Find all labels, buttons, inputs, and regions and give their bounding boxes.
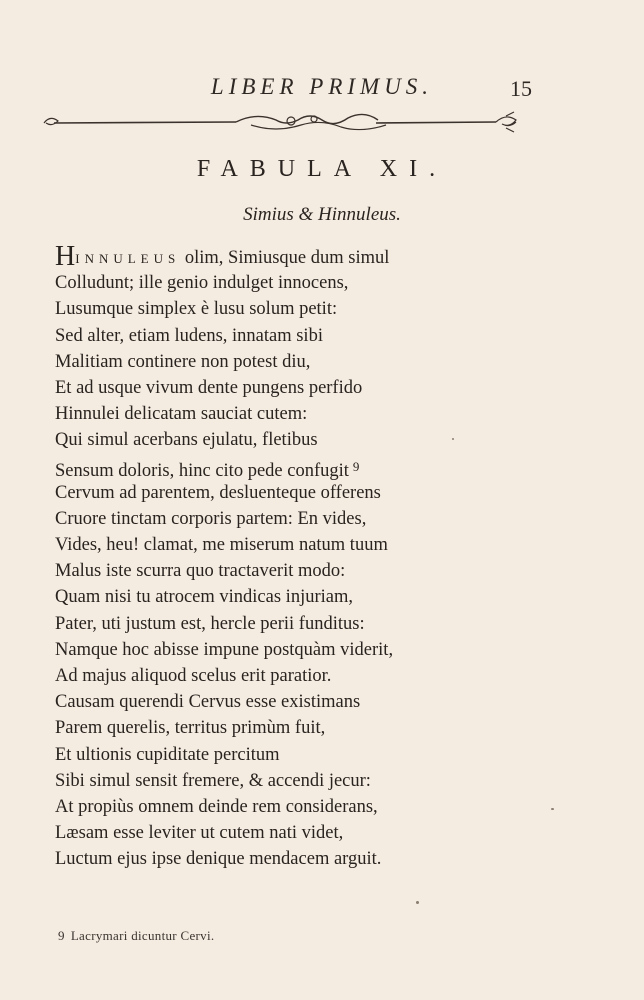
poem-line <box>55 558 495 584</box>
poem-line <box>55 454 495 480</box>
poem-line <box>55 584 495 610</box>
poem-line <box>55 846 495 872</box>
footnote-number: 9 <box>58 928 65 943</box>
poem-line-text: Cervum ad parentem, desluenteque offerens <box>55 482 381 503</box>
poem-line-text: Ad majus aliquod scelus erit paratior. <box>55 666 332 686</box>
poem-line <box>55 506 495 532</box>
poem-line-text: Lusumque simplex è lusu solum petit: <box>55 299 338 320</box>
poem-line-text: Cruore tinctam corporis partem: En vides, <box>55 508 367 529</box>
page-number: 15 <box>510 76 532 101</box>
poem-line-text: Malus iste scurra quo tractaverit modo: <box>55 561 346 582</box>
poem-line-text: Parem querelis, territus primùm fuit, <box>55 718 326 739</box>
poem-line-text: Vides, heu! clamat, me miserum natum tuum <box>55 535 388 556</box>
poem-line-text: Sensum doloris, hinc cito pede confugit <box>55 460 349 481</box>
poem-line <box>55 375 495 401</box>
poem-line-text: Hinnulei delicatam sauciat cutem: <box>55 404 308 425</box>
decorative-rule-ornament <box>36 110 536 136</box>
poem-line <box>55 270 495 296</box>
poem-line <box>55 532 495 558</box>
poem-line <box>55 296 495 322</box>
poem-text <box>55 241 495 873</box>
footnote <box>58 928 214 944</box>
poem-line <box>55 768 495 794</box>
poem-line-text: Sibi simul sensit fremere, & accendi jecur: <box>55 770 371 791</box>
running-head <box>0 68 644 108</box>
fable-title: FABULA XI. <box>196 156 448 182</box>
poem-line-text: Et ad usque vivum dente pungens perfido <box>55 377 363 398</box>
footnote-reference: 9 <box>352 458 360 474</box>
poem-line <box>55 480 495 506</box>
poem-line <box>55 715 495 741</box>
running-title: LIBER PRIMUS. <box>210 74 434 99</box>
poem-line-text: Colludunt; ille genio indulget innocens, <box>55 273 349 294</box>
poem-line <box>55 427 495 453</box>
poem-line <box>55 323 495 349</box>
poem-line <box>55 611 495 637</box>
poem-line-text: Sed alter, etiam ludens, innatam sibi <box>55 325 323 346</box>
first-line-rest: olim, Simiusque dum simul <box>184 248 390 268</box>
poem-line-text: Et ultionis cupiditate percitum <box>55 744 280 765</box>
poem-line-text: Pater, uti justum est, hercle perii funditus: <box>55 613 365 634</box>
poem-line-text: Malitiam continere non potest diu, <box>55 351 311 372</box>
poem-line-text: Quam nisi tu atrocem vindicas injuriam, <box>55 587 353 608</box>
small-caps-word: INNULEUS <box>75 251 181 266</box>
poem-line-text: Qui simul acerbans ejulatu, fletibus <box>55 430 318 451</box>
poem-line <box>55 742 495 768</box>
poem-line-text: Namque hoc abisse impune postquàm viderit, <box>55 639 394 660</box>
drop-cap: H <box>55 241 76 272</box>
poem-line <box>55 820 495 846</box>
poem-line <box>55 401 495 427</box>
poem-line-text: Læsam esse leviter ut cutem nati videt, <box>55 823 344 844</box>
poem-line-text: At propiùs omnem deinde rem considerans, <box>55 796 378 817</box>
poem-line-text: Causam querendi Cervus esse existimans <box>55 692 361 713</box>
poem-line <box>55 349 495 375</box>
poem-line <box>55 689 495 715</box>
fable-subtitle: Simius & Hinnuleus. <box>243 204 401 225</box>
poem-line-first <box>55 241 495 272</box>
poem-line <box>55 663 495 689</box>
poem-line <box>55 637 495 663</box>
footnote-text: Lacrymari dicuntur Cervi. <box>70 928 215 943</box>
poem-line-text: Luctum ejus ipse denique mendacem arguit. <box>55 849 382 870</box>
poem-line <box>55 794 495 820</box>
